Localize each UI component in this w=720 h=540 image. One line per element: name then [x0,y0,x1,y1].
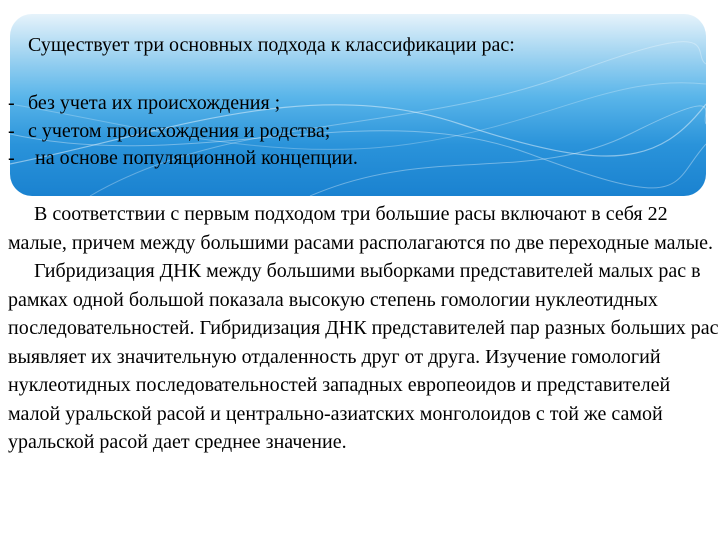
paragraph-classification: В соответствии с первым подходом три большие расы включают в себя 22 малые, причем между большими расами располагаются по две переходные малые. [8,203,713,254]
bullet-marker: - [8,92,15,114]
bullet-marker: - [8,120,15,142]
bullet-item [8,144,358,172]
bullet-text: без учета их происхождения ; [28,92,281,114]
body-text [8,200,720,457]
bullet-item [8,117,330,145]
paragraph-dna-hybridization: Гибридизация ДНК между большими выборками представителей малых рас в рамках одной большой показала высокую степень гомологии нуклеотидных последовательностей. Гибридизация ДНК представителей пар разных больших рас выявляет их значительную отдаленность друг от друга. Изучение гомологий нуклеотидных последовательностей западных европеоидов и представителей малой уральской расой и центрально-азиатских монголоидов с той же самой уральской расой дает среднее значение. [8,260,719,453]
slide-heading: Существует три основных подхода к классификации рас: [28,34,515,56]
bullet-item [8,89,280,117]
bullet-text: с учетом происхождения и родства; [28,120,331,142]
bullet-marker: - [8,147,15,169]
bullet-text: на основе популяционной концепции. [35,147,358,169]
